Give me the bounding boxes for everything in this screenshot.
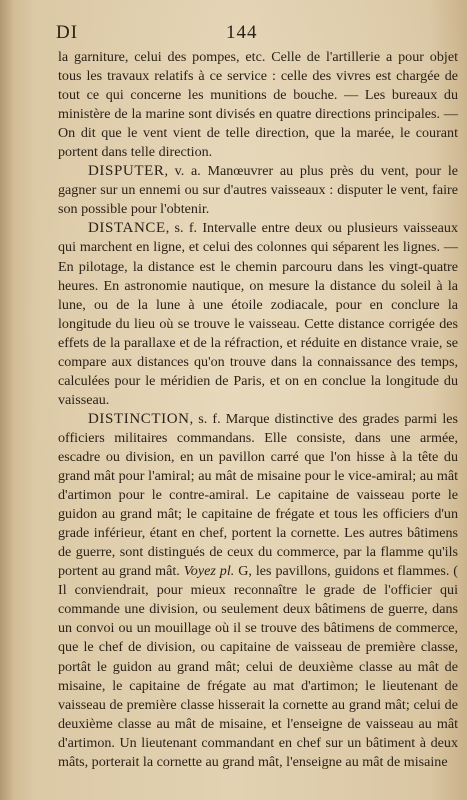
page-header [56,22,449,46]
headword: DISPUTER [88,163,165,180]
entry-distinction [58,410,458,772]
page-number: 144 [226,22,258,43]
dictionary-text [58,48,458,772]
entry-continuation [58,48,458,162]
entry-text: G, les pavillons, guidons et flammes. ( Il conviendrait, pour mieux reconnaître le grade de l'officier qui commande une division, ou seulement deux bâtimens de guerre, dans un convoi ou un mouillage où il se trouve des bâtimens de commerce, que le chef de division, ou capitaine de vaisseau de première classe, portât le guidon au grand mât; celui de deuxième classe au mât de misaine, le capitaine de frégate au mat d'artimon; le lieutenant de vaisseau de première classe hisserait la cornette au grand mât; celui de deuxième classe au mât de misaine, et l'enseigne de vaisseau au mât d'artimon. Un lieutenant commandant en chef sur un bâtiment à deux mâts, porterait la cornette au grand mât, l'enseigne au mât de misaine [58,563,458,770]
entry-disputer [58,162,458,219]
entry-distance [58,219,458,409]
entry-text: Manœuvrer au plus près du vent, pour le gagner sur un ennemi ou sur d'autres vaisseaux : disputer le vent, faire son possible pour l'obtenir. [58,163,458,218]
headword: DISTINCTION [88,410,190,427]
grammatical-abbreviation: , v. a. [164,163,201,180]
entry-text: la garniture, celui des pompes, etc. Celle de l'artillerie a pour objet tous les travaux relatifs à ce service : celle des vivres est chargée de tout ce qui concerne les munitions de bouche. — Les bureaux du ministère de la marine sont divisés en quatre directions principales. — On dit que le vent vient de telle direction, que la marée, le courant portent dans telle direction. [58,49,458,161]
see-reference: Voyez pl. [183,563,235,580]
headword: DISTANCE [88,220,166,237]
entry-text: Marque distinctive des grades parmi les officiers militaires commandans. Elle consiste, dans une armée, escadre ou division, en un pavillon carré que l'on hisse à la tête du grand mât pour l'amiral; au mât de misaine pour le vice-amiral; au mât d'artimon pour le contre-amiral. Le capitaine de vaisseau porte le guidon au grand mât; le capitaine de frégate et tous les officiers d'un grade inférieur, étant en chef, portent la cornette. Les autres bâtimens de guerre, sont distingués de ceux du commerce, par la flamme qu'ils portent au grand mât. [58,410,458,580]
running-head: DI [56,22,79,43]
grammatical-abbreviation: , s. f. [189,410,221,427]
spine-shadow [0,0,14,800]
entry-text: Intervalle entre deux ou plusieurs vaisseaux qui marchent en ligne, et celui des colonnes qui séparent les lignes. — En pilotage, la distance est le chemin parcouru dans les vingt-quatre heures. En astronomie nautique, on mesure la distance du soleil à la lune, ou de la lune à une étoile zodiacale, pour en conclure la longitude du lieu où se trouve le vaisseau. Cette distance corrigée des effets de la parallaxe et de la réfraction, et réduite en distance vraie, se compare aux distances qu'on trouve dans la connaissance des temps, calculées pour le méridien de Paris, et on en conclue la longitude du vaisseau. [58,220,459,408]
grammatical-abbreviation: , s. f. [165,220,198,237]
